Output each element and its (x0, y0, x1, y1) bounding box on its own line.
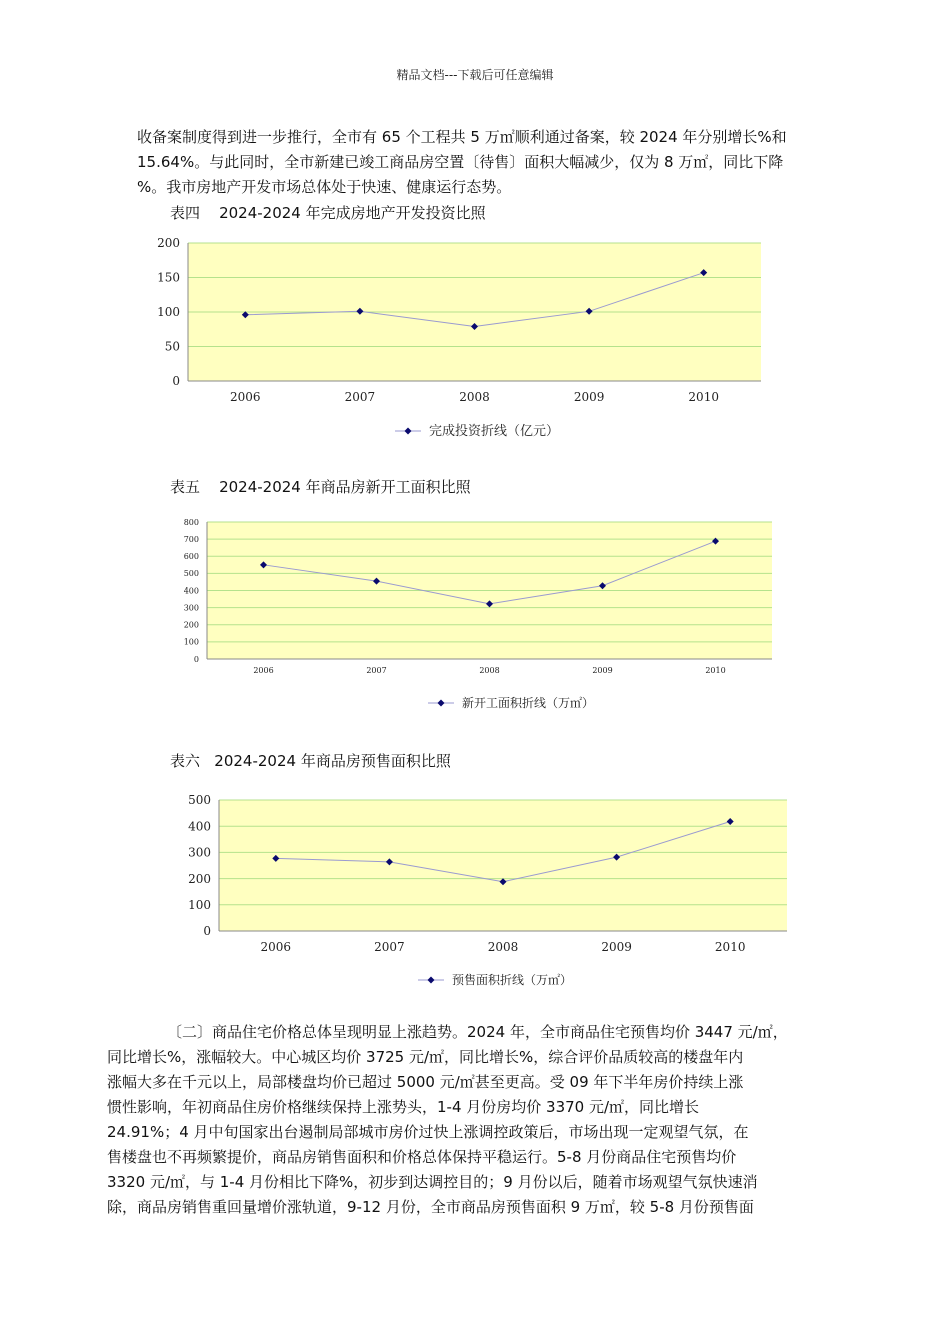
section-two-paragraph (107, 1020, 813, 1220)
text-line: 15.64%。与此同时，全市新建已竣工商品房空置〔待售〕面积大幅减少，仅为 8 万㎡，同比下降 (137, 153, 784, 171)
x-tick-label: 2009 (592, 666, 613, 675)
x-tick-label: 2007 (344, 390, 376, 404)
y-tick-label: 150 (157, 270, 180, 285)
page-header: 精品文档---下载后可任意编辑 (396, 68, 554, 82)
y-tick-label: 400 (183, 586, 199, 596)
text-line: %。我市房地产开发市场总体处于快速、健康运行态势。 (137, 178, 512, 196)
x-tick-label: 2008 (487, 940, 519, 954)
y-tick-label: 500 (183, 569, 199, 579)
y-tick-label: 200 (188, 871, 211, 886)
text-line: 除，商品房销售重回量增价涨轨道，9-12 月份，全市商品房预售面积 9 万㎡，较 5-8 月份预售面 (107, 1198, 754, 1216)
y-tick-label: 200 (183, 620, 199, 630)
y-tick-label: 50 (164, 339, 180, 354)
y-tick-label: 800 (183, 517, 199, 527)
text-line: 售楼盘也不再频繁提价，商品房销售面积和价格总体保持平稳运行。5-8 月份商品住宅预售均价 (107, 1148, 737, 1166)
y-tick-label: 0 (172, 374, 180, 389)
x-tick-label: 2006 (230, 390, 261, 404)
x-tick-label: 2008 (459, 390, 490, 404)
y-tick-label: 200 (157, 236, 180, 251)
x-tick-label: 2010 (714, 940, 746, 954)
legend-marker (405, 428, 412, 435)
y-tick-label: 400 (188, 819, 211, 834)
x-tick-label: 2010 (705, 666, 726, 675)
x-tick-label: 2007 (374, 940, 405, 954)
text-line: 3320 元/㎡，与 1-4 月份相比下降%，初步到达调控目的；9 月份以后，随着市场观望气氛快速消 (107, 1173, 758, 1191)
investment-chart (0, 230, 950, 450)
x-tick-label: 2009 (573, 390, 605, 404)
x-tick-label: 2007 (366, 666, 387, 675)
chart-svg (0, 230, 950, 450)
text-line: 同比增长%，涨幅较大。中心城区均价 3725 元/㎡，同比增长%，综合评价品质较高的楼盘年内 (107, 1048, 744, 1066)
legend-label: 新开工面积折线（万㎡） (462, 696, 595, 710)
table6-caption: 表六 2024-2024 年商品房预售面积比照 (170, 752, 451, 770)
y-tick-label: 700 (183, 534, 199, 544)
x-tick-label: 2008 (479, 666, 500, 675)
y-tick-label: 100 (157, 305, 180, 320)
legend-label: 预售面积折线（万㎡） (452, 973, 573, 987)
text-line: 24.91%；4 月中旬国家出台遏制局部城市房价过快上涨调控政策后，市场出现一定观望气氛，在 (107, 1123, 749, 1141)
y-tick-label: 600 (183, 552, 199, 562)
legend-marker (438, 700, 445, 707)
legend-marker (428, 977, 435, 984)
y-tick-label: 500 (188, 793, 211, 808)
x-tick-label: 2006 (253, 666, 274, 675)
intro-paragraph (137, 125, 813, 200)
x-tick-label: 2006 (260, 940, 292, 954)
table4-caption: 表四 2024-2024 年完成房地产开发投资比照 (170, 204, 486, 222)
y-tick-label: 100 (188, 898, 211, 912)
new-construction-chart (0, 512, 950, 722)
chart-svg (0, 790, 950, 1000)
legend-label: 完成投资折线（亿元） (429, 424, 560, 439)
x-tick-label: 2010 (688, 390, 719, 404)
plot-area (219, 800, 787, 931)
table5-caption: 表五 2024-2024 年商品房新开工面积比照 (170, 478, 471, 496)
text-line: 惯性影响，年初商品住房价格继续保持上涨势头，1-4 月份房均价 3370 元/㎡，同比增长 (107, 1098, 700, 1116)
y-tick-label: 0 (193, 654, 199, 664)
presale-chart (0, 790, 950, 1000)
chart-svg (0, 512, 950, 722)
x-tick-label: 2009 (601, 940, 632, 954)
y-tick-label: 300 (183, 603, 199, 613)
text-line: 涨幅大多在千元以上，局部楼盘均价已超过 5000 元/㎡甚至更高。受 09 年下半年房价持续上涨 (107, 1073, 744, 1091)
y-tick-label: 300 (188, 845, 211, 860)
y-tick-label: 100 (183, 637, 199, 647)
y-tick-label: 0 (203, 924, 211, 939)
text-line: 收备案制度得到进一步推行，全市有 65 个工程共 5 万㎡顺利通过备案，较 2024 年分别增长%和 (137, 128, 787, 146)
text-line: 〔二〕商品住宅价格总体呈现明显上涨趋势。2024 年，全市商品住宅预售均价 3447 元/㎡， (167, 1023, 788, 1041)
